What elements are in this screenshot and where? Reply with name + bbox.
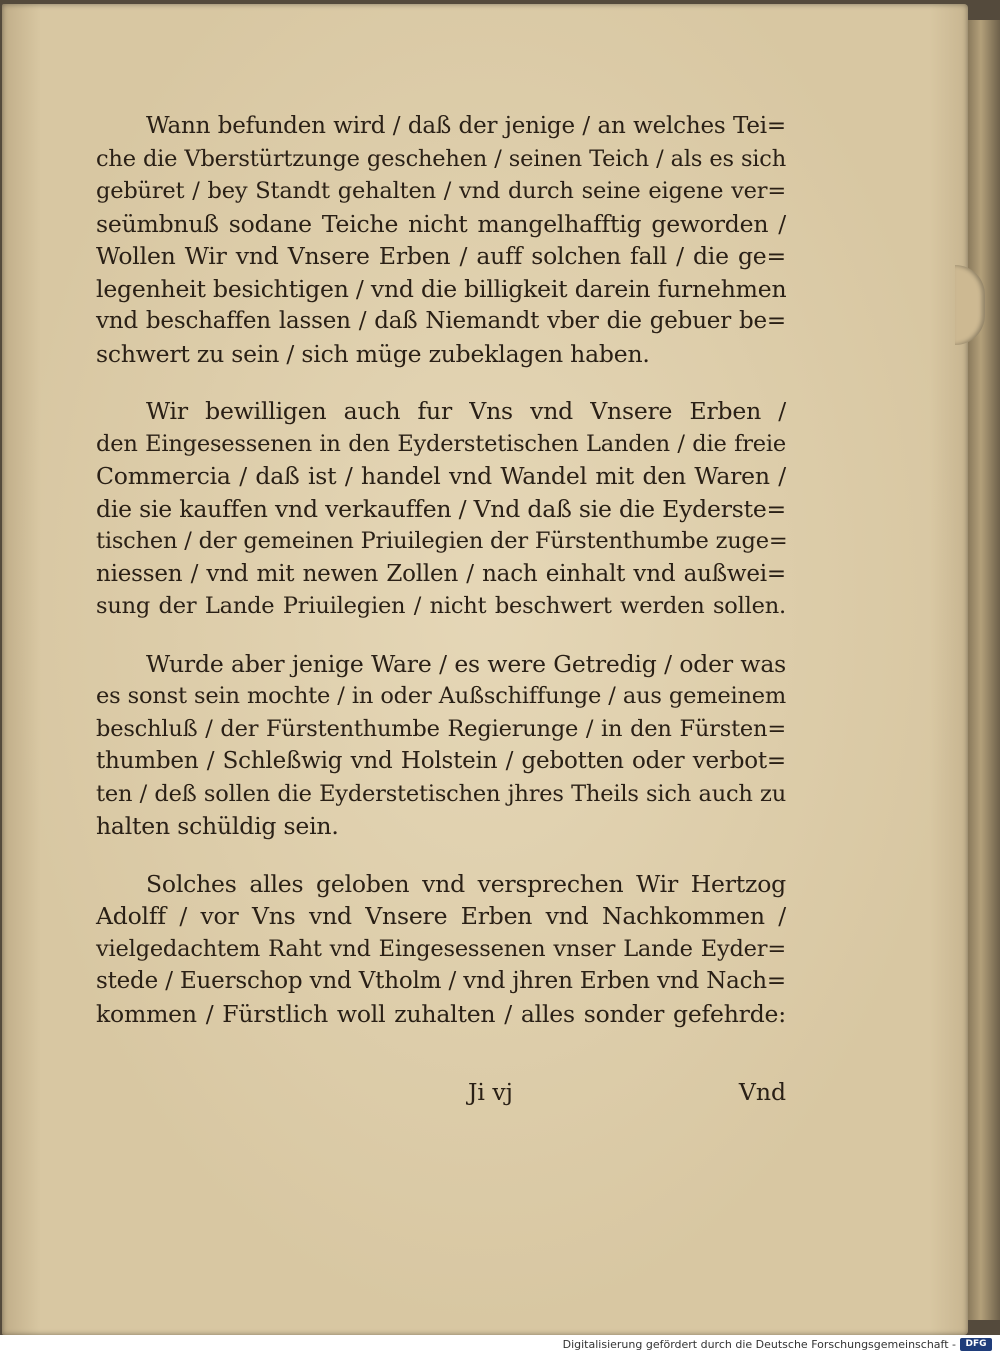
text-line: kommen / Fürstlich woll zuhalten / alles sonder gefehrde: <box>96 999 786 1028</box>
text-line: vielgedachtem Raht vnd Eingesessenen vnser Lande Eyder= <box>96 935 786 962</box>
text-line: niessen / vnd mit newen Zollen / nach einhalt vnd außwei= <box>96 560 786 587</box>
text-line: halten schüldig sein. <box>96 812 339 840</box>
text-line: schwert zu sein / sich müge zubeklagen haben. <box>96 339 650 368</box>
body-text <box>96 110 786 1030</box>
text-line: Commercia / daß ist / handel vnd Wandel mit den Waren / <box>96 462 786 490</box>
text-line: Wurde aber jenige Ware / es were Getredig / oder was <box>146 649 786 678</box>
page-edge-strip <box>968 20 1000 1320</box>
credit-text: Digitalisierung gefördert durch die Deutsche Forschungsgemeinschaft - <box>562 1338 956 1351</box>
text-line: seümbnuß sodane Teiche nicht mangelhafftig geworden / <box>96 209 786 238</box>
text-line: vnd beschaffen lassen / daß Niemandt vber die gebuer be= <box>96 308 786 334</box>
text-line: die sie kauffen vnd verkauffen / Vnd daß sie die Eyderste= <box>96 494 787 523</box>
text-line: beschluß / der Fürstenthumbe Regierunge / in den Fürsten= <box>96 715 786 742</box>
paragraph-3 <box>96 648 786 843</box>
text-line: Solches alles geloben vnd versprechen Wir Hertzog <box>146 869 786 898</box>
text-line: stede / Euerschop vnd Vtholm / vnd jhren Erben vnd Nach= <box>96 968 786 994</box>
text-line: sung der Lande Priuilegien / nicht beschwert werden sollen. <box>96 593 786 619</box>
text-line: gebüret / bey Standt gehalten / vnd durch seine eigene ver= <box>96 178 786 204</box>
text-line: thumben / Schleßwig vnd Holstein / gebotten oder verbot= <box>96 748 786 774</box>
paragraph-1 <box>96 110 786 370</box>
paragraph-2 <box>96 395 786 623</box>
text-line: Wollen Wir vnd Vnsere Erben / auff solchen fall / die ge= <box>96 242 786 270</box>
signature-mark: Ji vj <box>468 1078 513 1106</box>
text-line: che die Vberstürtzunge geschehen / seinen Teich / als es sich <box>96 145 786 172</box>
paragraph-4 <box>96 868 786 1031</box>
text-line: Wir bewilligen auch fur Vns vnd Vnsere Erben / <box>146 397 786 425</box>
page-footer <box>96 1078 786 1110</box>
text-line: tischen / der gemeinen Priuilegien der Fürstenthumbe zuge= <box>96 528 788 554</box>
text-line: den Eingesessenen in den Eyderstetischen Landen / die freie <box>96 430 786 457</box>
credit-bar <box>0 1335 1000 1355</box>
text-line: es sonst sein mochte / in oder Außschiffunge / aus gemeinem <box>96 683 786 709</box>
dfg-logo-icon: DFG <box>960 1338 992 1351</box>
catchword: Vnd <box>738 1078 786 1106</box>
text-line: Adolff / vor Vns vnd Vnsere Erben vnd Nachkommen / <box>96 902 786 930</box>
text-line: Wann befunden wird / daß der jenige / an welches Tei= <box>146 113 786 139</box>
text-line: ten / deß sollen die Eyderstetischen jhres Theils sich auch zu <box>96 780 786 807</box>
text-line: legenheit besichtigen / vnd die billigkeit darein furnehmen <box>96 274 787 303</box>
